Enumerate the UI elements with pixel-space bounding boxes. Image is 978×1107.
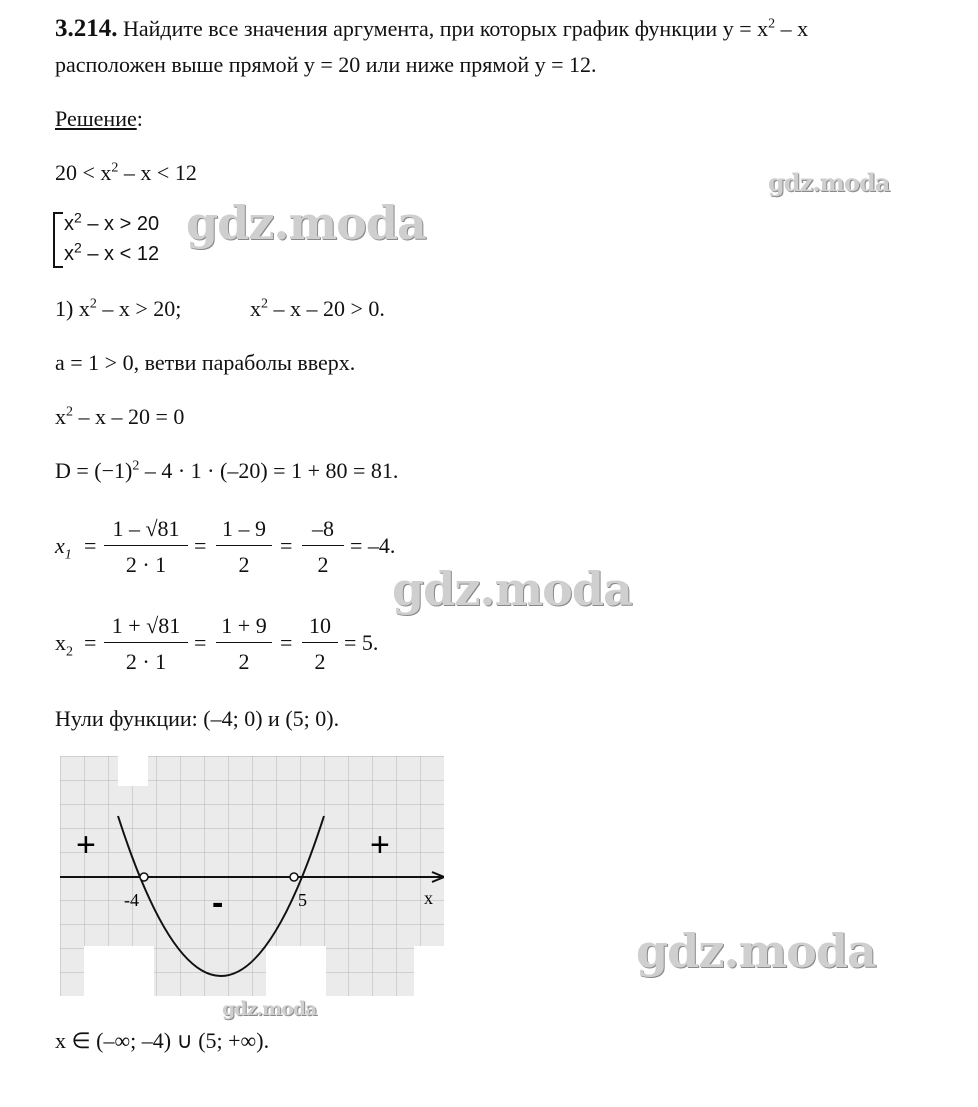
sys2-b: – x < 12 xyxy=(81,243,160,265)
watermark: gdz.moda xyxy=(636,924,876,978)
answer-line: x ∈ (–∞; –4) ∪ (5; +∞). xyxy=(55,1028,270,1053)
solution-heading xyxy=(55,106,143,132)
exponent: 2 xyxy=(768,16,776,32)
exponent: 2 xyxy=(132,458,140,474)
fraction-numerator: 1 – 9 xyxy=(216,516,272,546)
quadratic-equation xyxy=(55,404,184,430)
step1-c: x xyxy=(250,296,261,321)
problem-line-1 xyxy=(55,14,808,44)
sign-plus-right: + xyxy=(370,826,390,864)
problem-text-1-end: – x xyxy=(775,16,809,41)
exponent: 2 xyxy=(261,296,268,312)
fraction-numerator: 1 + √81 xyxy=(104,613,188,643)
x1-equals-3: = xyxy=(280,533,293,558)
x2-equals-2: = xyxy=(194,630,207,655)
eq-b: – x – 20 = 0 xyxy=(73,404,185,429)
watermark: gdz.moda xyxy=(222,998,317,1020)
solution-heading-text: Решение xyxy=(55,106,137,131)
axis-label-x: x xyxy=(424,888,433,908)
exponent: 2 xyxy=(89,296,97,312)
step1-a: 1) x xyxy=(55,296,90,321)
fraction-denominator: 2 xyxy=(238,552,250,578)
ineq-b: – x < 12 xyxy=(118,160,197,185)
fraction-denominator: 2 xyxy=(314,649,326,675)
x1-fraction-1 xyxy=(104,516,188,579)
ineq-a: 20 < x xyxy=(55,160,112,185)
problem-number: 3.214. xyxy=(55,15,118,42)
step-1-right xyxy=(250,296,385,322)
discriminant-line xyxy=(55,458,398,484)
root-point-left xyxy=(140,873,148,881)
watermark: gdz.moda xyxy=(392,562,632,616)
grid-blank-patch xyxy=(414,946,444,996)
x2-fraction-3 xyxy=(302,613,338,676)
step1-d: – x – 20 > 0. xyxy=(268,296,385,321)
exponent: 2 xyxy=(74,209,82,226)
watermark: gdz.moda xyxy=(186,196,426,250)
x2-var: x xyxy=(55,630,66,655)
sys1-a: x xyxy=(64,213,74,235)
disc-b: – 4 · 1 · (–20) = 1 + 80 = 81. xyxy=(139,458,399,483)
x1-var: x xyxy=(55,533,65,558)
grid-blank-patch xyxy=(266,946,326,996)
x2-fraction-1 xyxy=(104,613,188,676)
step-1-left xyxy=(55,296,181,322)
fraction-numerator: 10 xyxy=(302,613,338,643)
system-line-1 xyxy=(64,209,160,236)
subscript: 2 xyxy=(66,644,73,660)
fraction-numerator: –8 xyxy=(302,516,344,546)
system-line-2 xyxy=(64,239,160,266)
system-bracket xyxy=(53,212,63,268)
root-point-right xyxy=(290,873,298,881)
function-zeros: Нули функции: (–4; 0) и (5; 0). xyxy=(55,706,340,731)
fraction-numerator: 1 + 9 xyxy=(216,613,272,643)
fraction-denominator: 2 · 1 xyxy=(125,552,167,578)
x2-equals-1: = xyxy=(84,630,97,655)
x2-equals-3: = xyxy=(280,630,293,655)
solution-heading-colon: : xyxy=(136,106,143,131)
fraction-numerator: 1 – √81 xyxy=(104,516,188,546)
sys1-b: – x > 20 xyxy=(81,213,160,235)
root-label-left: -4 xyxy=(124,890,139,910)
x2-fraction-2 xyxy=(216,613,272,676)
subscript: 1 xyxy=(64,547,72,563)
x1-equals-1: = xyxy=(84,533,97,558)
fraction-denominator: 2 xyxy=(317,552,329,578)
x1-result: = –4. xyxy=(350,533,396,558)
exponent: 2 xyxy=(74,239,82,256)
double-inequality xyxy=(55,160,197,186)
watermark: gdz.moda xyxy=(768,168,890,197)
fraction-denominator: 2 xyxy=(238,649,250,675)
sign-minus-middle: - xyxy=(212,884,224,922)
x1-fraction-2 xyxy=(216,516,272,579)
x1-label xyxy=(55,533,72,563)
problem-line-2: расположен выше прямой y = 20 или ниже прямой y = 12. xyxy=(55,52,597,77)
branches-line: a = 1 > 0, ветви параболы вверх. xyxy=(55,350,356,375)
x1-equals-2: = xyxy=(194,533,207,558)
root-label-right: 5 xyxy=(298,890,307,910)
disc-a: D = (−1) xyxy=(55,458,133,483)
fraction-denominator: 2 · 1 xyxy=(125,649,167,675)
x1-fraction-3 xyxy=(302,516,344,579)
sign-plus-left: + xyxy=(76,826,96,864)
parabola-graph xyxy=(60,756,444,996)
x2-result: = 5. xyxy=(344,630,379,655)
x2-label xyxy=(55,630,73,660)
problem-text-1: Найдите все значения аргумента, при которых график функции y = x xyxy=(123,16,769,41)
eq-a: x xyxy=(55,404,66,429)
sys2-a: x xyxy=(64,243,74,265)
step1-b: – x > 20; xyxy=(96,296,182,321)
graph-svg xyxy=(60,756,444,996)
exponent: 2 xyxy=(66,404,73,420)
grid-blank-patch xyxy=(84,946,154,996)
grid-blank-patch xyxy=(118,756,148,786)
exponent: 2 xyxy=(111,160,119,176)
